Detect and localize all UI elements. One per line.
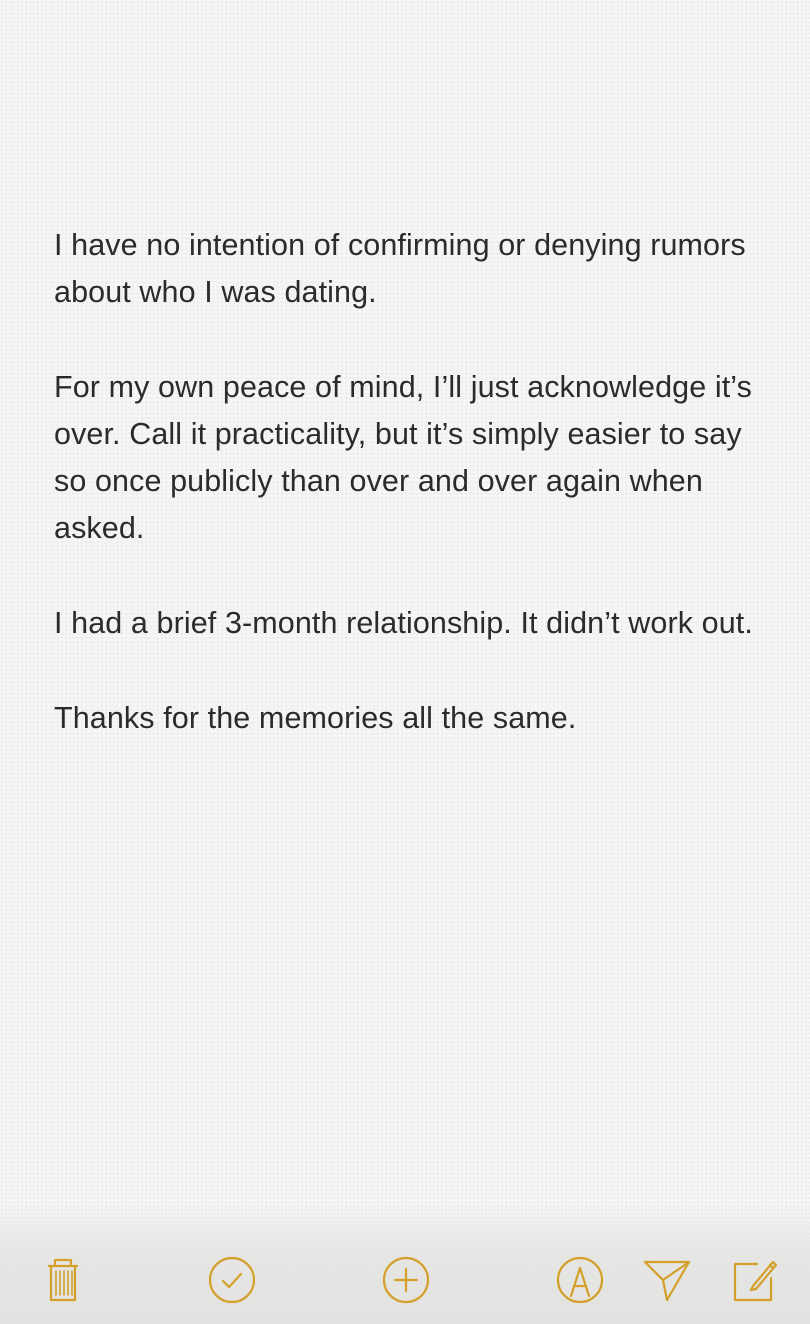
note-paragraph-3: I had a brief 3-month relationship. It didn’t work out. [54, 606, 753, 640]
compose-icon [729, 1254, 781, 1306]
add-icon [380, 1254, 432, 1306]
note-body[interactable] [54, 222, 754, 790]
markup-icon [554, 1254, 606, 1306]
note-paragraph-1: I have no intention of confirming or denying rumors about who I was dating. [54, 228, 746, 309]
checklist-icon [206, 1254, 258, 1306]
send-button[interactable] [641, 1254, 693, 1306]
send-icon [641, 1254, 693, 1306]
compose-button[interactable] [729, 1254, 781, 1306]
bottom-toolbar [0, 1200, 810, 1324]
trash-icon [37, 1254, 89, 1306]
note-paragraph-2: For my own peace of mind, I’ll just acknowledge it’s over. Call it practicality, but it’s simply easier to say so once publicly than over and over again when asked. [54, 370, 752, 545]
checklist-button[interactable] [206, 1254, 258, 1306]
note-paragraph-4: Thanks for the memories all the same. [54, 701, 577, 735]
markup-button[interactable] [554, 1254, 606, 1306]
add-button[interactable] [380, 1254, 432, 1306]
delete-button[interactable] [37, 1254, 89, 1306]
